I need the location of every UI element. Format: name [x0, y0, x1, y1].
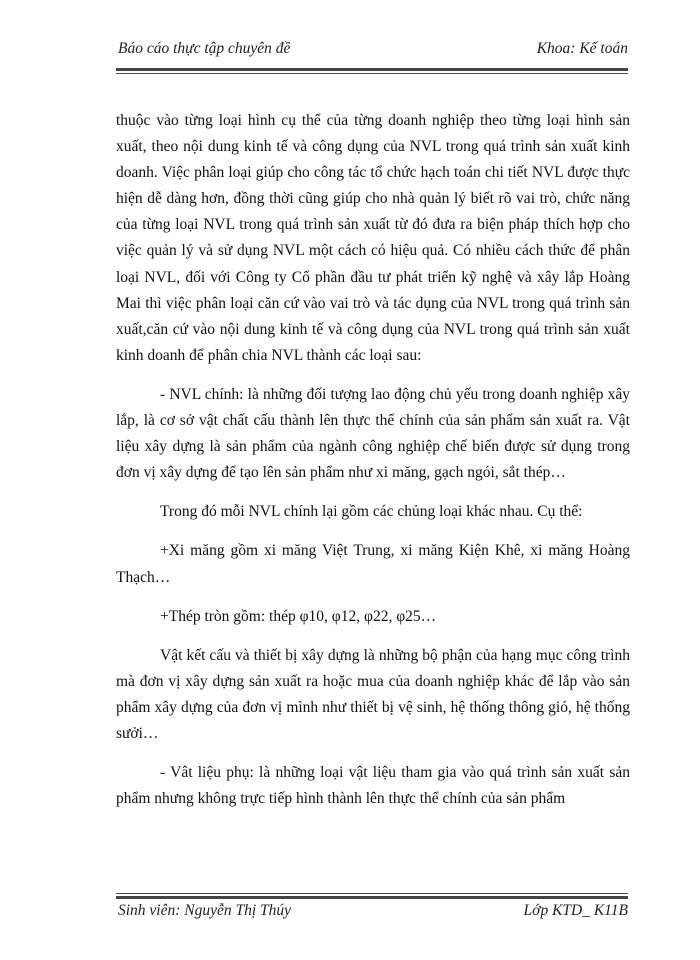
paragraph-cement-list: +Xi măng gồm xi măng Việt Trung, xi măng Kiện Khê, xi măng Hoàng Thạch…: [116, 542, 630, 586]
header-department: Khoa: Kế toán: [536, 40, 628, 57]
header-report-title: Báo cáo thực tập chuyên đề: [118, 40, 291, 57]
paragraph-classification-intro: thuộc vào từng loại hình cụ thể của từng doanh nghiệp theo từng loại hình sản xuất, theo nội dung kinh tế và công dụng của NVL trong quá trình sản xuất kinh doanh. Việc phân loại giúp cho công tác tổ chức hạch toán chi tiết NVL được thực hiện dễ dàng hơn, đồng thời cũng giúp cho nhà quản lý biết rõ vai trò, chức năng của từng loại NVL trong quá trình sản xuất từ đó đưa ra biện pháp thích hợp cho việc quản lý và sử dụng NVL một cách có hiệu quả. Có nhiều cách thức để phân loại NVL, đối với Công ty Cổ phần đầu tư phát triển kỹ nghệ và xây lắp Hoàng Mai thì việc phân loại căn cứ vào vai trò và tác dụng của NVL trong quá trình sản xuất,căn cứ vào nội dung kinh tế và công dụng của NVL trong quá trình sản xuất kinh doanh để phân chia NVL thành các loại sau:: [116, 112, 630, 364]
page-footer: [116, 902, 628, 928]
footer-divider: [116, 893, 628, 899]
footer-student-name: Sinh viên: Nguyễn Thị Thúy: [118, 902, 292, 919]
paragraph-structural-equipment: Vật kết cấu và thiết bị xây dựng là những bộ phận của hạng mục công trình mà đơn vị xây dựng sản xuất ra hoặc mua của doanh nghiệp khác để lắp vào sản phẩm xây dựng của đơn vị mình như thiết bị vệ sinh, hệ thống thông gió, hệ thống sưởi…: [116, 646, 630, 742]
paragraph-steel-list: +Thép tròn gồm: thép φ10, φ12, φ22, φ25…: [160, 607, 437, 625]
paragraph-main-materials-types: Trong đó mỗi NVL chính lại gồm các chủng loại khác nhau. Cụ thể:: [160, 503, 583, 521]
page-header: [116, 40, 628, 68]
footer-class: Lớp KTD_ K11B: [523, 902, 628, 919]
paragraph-auxiliary-materials: - Vât liệu phụ: là những loại vật liệu tham gia vào quá trình sản xuất sản phẩm nhưng không trực tiếp hình thành lên thực thể chính của sản phẩm: [116, 764, 630, 808]
paragraph-main-materials: - NVL chính: là những đối tượng lao động chủ yếu trong doanh nghiệp xây lắp, là cơ sở vật chất cấu thành lên thực thể chính của sản phẩm sản xuất ra. Vật liệu xây dựng là sản phẩm của ngành công nghiệp chế biến được sử dụng trong đơn vị xây dựng để tạo lên sản phẩm như xi măng, gạch ngói, sắt thép…: [116, 385, 630, 482]
document-body: [116, 108, 630, 825]
header-divider: [116, 68, 628, 74]
